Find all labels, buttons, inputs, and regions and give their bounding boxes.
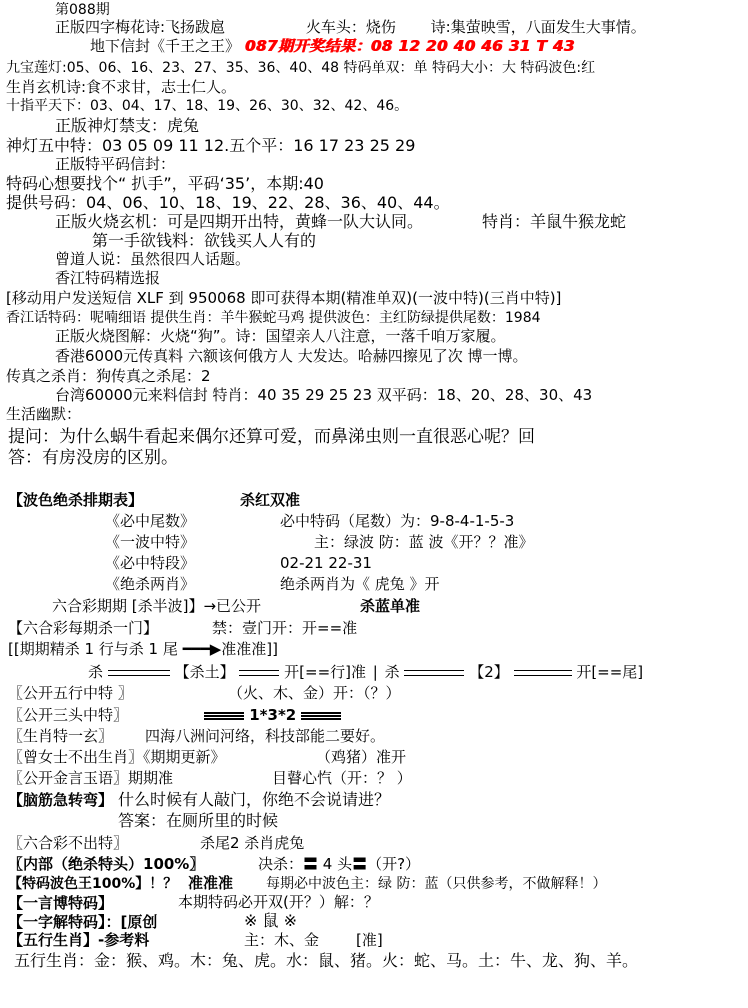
row-segment-label: 《必中特段》 (105, 554, 196, 572)
divider: | (372, 663, 378, 681)
row-one-char-value: ※ 鼠 ※ (244, 911, 297, 930)
kill-f: 开[==尾] (576, 663, 644, 681)
row-zodiac-mystery-value: 四海八洲问河络，科技部能二要好。 (145, 727, 386, 745)
row-wave-king-mid: 准准准 (188, 874, 234, 892)
row-five-elements: 〖公开五行中特 〗 (8, 684, 133, 702)
kill-c: 开[==行]准 (284, 663, 366, 681)
line-humor: 生活幽默： (6, 405, 82, 423)
row-ms-zeng: 〖曾女士不出生肖〗《期期更新》 (8, 748, 226, 766)
row-riddle-value: 什么时候有人敲门，你绝不会说请进？ (118, 790, 391, 809)
bose-right: 杀红双准 (240, 491, 301, 509)
bar-c (404, 670, 464, 676)
row-five-zodiac: 【五行生肖】-参考料 (8, 931, 150, 949)
line-hk-talk: 香江话特码：呢喃细语 提供生肖：羊牛猴蛇马鸡 提供波色：主红防绿提供尾数：1984 (6, 310, 541, 326)
row-kill-label: 《绝杀两肖》 (105, 575, 196, 593)
row-tail-label: 《必中尾数》 (105, 512, 196, 530)
row-tail-value: 必中特码（尾数）为：9-8-4-1-5-3 (280, 512, 515, 530)
row-riddle: 【脑筋急转弯】 (8, 791, 114, 809)
poem-a: 正版四字梅花诗:飞扬跋扈 (55, 18, 226, 36)
row-segment-value: 02-21 22-31 (280, 554, 372, 572)
row-one-word: 【一言博特码】 (8, 894, 114, 912)
line-taiwan: 台湾60000元来料信封 特肖：40 35 29 25 23 双平码：18、20、28、30、43 (55, 386, 593, 404)
poem-line (55, 20, 646, 35)
line-fax-kill: 传真之杀肖：狗传真之杀尾：2 (6, 367, 211, 385)
bose-title: 【波色绝杀排期表】 (8, 491, 144, 509)
line-hk-report: 香江特码精选报 (55, 269, 161, 287)
row-zodiac-mystery: 〖生肖特一玄〗 (8, 727, 114, 745)
bar-a (108, 670, 170, 676)
line-lotus: 九宝莲灯:05、06、16、23、27、35、36、40、48 特码单双：单 特码大小：大 特码波色:红 (6, 60, 596, 76)
line-zodiac-poem: 生肖玄机诗:食不求甘，志士仁人。 (6, 78, 237, 96)
row-internal: 〖内部（绝杀特头）100%〗 (8, 855, 205, 873)
answer: 答：有房没房的区别。 (8, 448, 178, 468)
row-one-word-value: 本期特码必开双(开？）解：？ (178, 893, 379, 911)
line-zeng: 曾道人说：虽然很四人话题。 (55, 250, 251, 268)
row-internal-value: 决杀：〓 4 头〓（开?） (258, 855, 421, 873)
line-ten-fingers: 十指平天下：03、04、17、18、19、26、30、32、42、46。 (6, 98, 409, 114)
line-sms: [移动用户发送短信 XLF 到 950068 即可获得本期(精准单双)(一波中特)(三肖中特)] (6, 289, 562, 307)
row-five-zodiac-right: [准] (356, 931, 383, 949)
kill-e: 【2】 (469, 663, 509, 681)
bar-d (514, 670, 572, 676)
line-lamp-five: 神灯五中特：03 05 09 11 12.五个平：16 17 23 25 29 (6, 136, 416, 155)
poem-c: 诗:集萤映雪，八面发生大事情。 (430, 18, 646, 36)
row-wave-king-value: 每期必中波色主：绿 防：蓝（只供参考，不做解释！） (266, 876, 607, 892)
row-no-special-value: 杀尾2 杀肖虎兔 (200, 834, 305, 852)
line-lamp-ban: 正版神灯禁支：虎兔 (55, 116, 200, 135)
three-heads-number: 1*3*2 (249, 706, 297, 724)
line-fire-secret: 正版火烧玄机：可是四期开出特，黄蜂一队大认同。 (55, 212, 424, 231)
line-pickpocket: 特码心想要找个“ 扒手”，平码‘35’，本期:40 (6, 174, 324, 193)
row-kill-door: 【六合彩每期杀一门】 (8, 619, 159, 637)
line-flat-envelope: 正版特平码信封： (55, 155, 176, 173)
question: 提问：为什么蜗牛看起来偶尔还算可爱，而鼻涕虫则一直很恶心呢？回 (8, 427, 535, 447)
envelope-title-prefix: 地下信封《千王之王》 (90, 37, 241, 55)
row-one-char: 【一字解特码】：[原创 (8, 913, 158, 931)
poem-b: 火车头：烧伤 (305, 18, 396, 36)
row-half-wave-right: 杀蓝单准 (360, 597, 421, 615)
issue-label: 第088期 (55, 2, 110, 18)
envelope-title (90, 39, 575, 54)
row-wave-value: 主：绿波 防：蓝 波《开？？准》 (314, 533, 534, 551)
row-half-wave: 六合彩期期 [杀半波]】→已公开 (52, 597, 262, 615)
draw-result: 087期开奖结果：08 12 20 40 46 31 T 43 (244, 37, 575, 55)
line-first-hand: 第一手欲钱料：欲钱买人人有的 (92, 231, 317, 250)
row-five-zodiac-list: 五行生肖：金：猴、鸡。木：兔、虎。水：鼠、猪。火：蛇、马。土：牛、龙、狗、羊。 (14, 951, 639, 970)
row-kill-value: 绝杀两肖为《 虎兔 》开 (280, 575, 440, 593)
line-numbers: 提供号码：04、06、10、18、19、22、28、36、40、44。 (6, 193, 450, 212)
row-three-heads: 〖公开三头中特〗 (8, 706, 129, 724)
row-no-special: 〖六合彩不出特〗 (8, 834, 129, 852)
row-five-elements-value: （火、木、金）开：（？） (228, 684, 401, 702)
row-wave-king: 【特码波色王100%】！？ (8, 876, 178, 892)
row-five-zodiac-mid: 主：木、金 (244, 931, 320, 949)
row-ms-zeng-value: （鸡猪）准开 (316, 748, 407, 766)
kill-d: 杀 (384, 663, 400, 681)
row-riddle-answer: 答案：在厕所里的时候 (118, 811, 279, 830)
row-kill-door-value: 禁：壹门开：开==准 (212, 619, 358, 637)
thick-bar-left (204, 712, 244, 720)
row-three-heads-value (204, 708, 341, 723)
row-kill-earth (88, 665, 643, 680)
row-golden-words-value: 目瞽心忾（开：？ ） (272, 769, 412, 787)
kill-b: 【杀土】 (174, 663, 235, 681)
thick-bar-right (301, 712, 341, 720)
kill-a: 杀 (88, 663, 104, 681)
line-fire-image: 正版火烧图解：火烧“狗”。诗：国望亲人八注意，一落千咱万家履。 (55, 327, 506, 345)
line-special-zodiac: 特肖：羊鼠牛猴龙蛇 (482, 212, 627, 231)
bar-b (239, 670, 279, 676)
row-kill-row: [[期期精杀 1 行与杀 1 尾 ━━━▶准准准]] (8, 640, 278, 658)
line-hk-fax: 香港6000元传真料 六额该何俄方人 大发达。哈赫四擦见了次 博一博。 (55, 347, 528, 365)
row-wave-label: 《一波中特》 (105, 533, 196, 551)
row-golden-words: 〖公开金言玉语〗期期准 (8, 769, 174, 787)
